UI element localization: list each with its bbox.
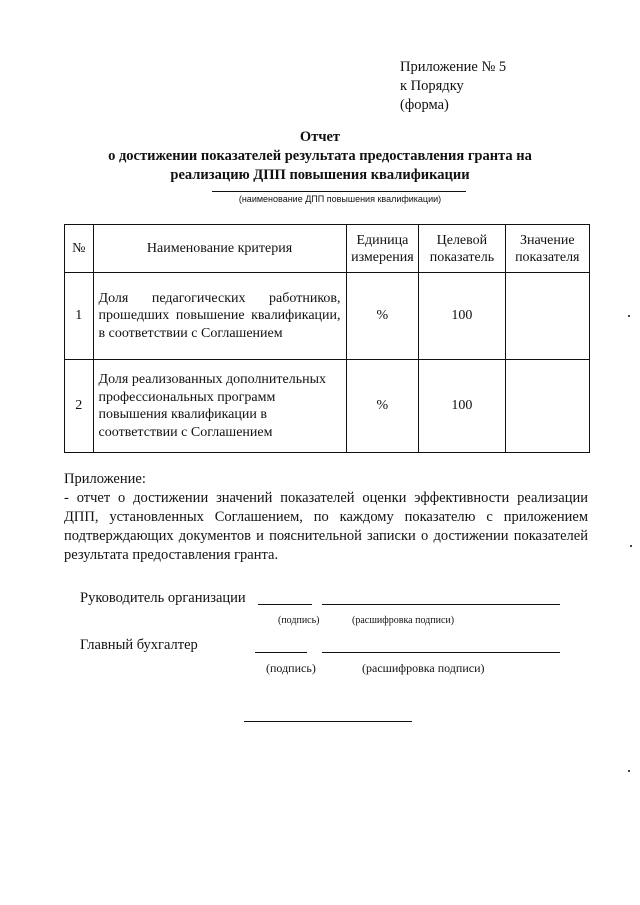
row-value-cell[interactable] bbox=[505, 273, 589, 360]
row-target: 100 bbox=[419, 273, 505, 360]
appendix-form: (форма) bbox=[400, 97, 449, 113]
scan-speck bbox=[630, 545, 632, 547]
accountant-decryption-line[interactable] bbox=[322, 652, 560, 653]
scan-speck bbox=[628, 315, 630, 317]
accountant-decryption-caption: (расшифровка подписи) bbox=[362, 661, 485, 675]
attachment-note bbox=[64, 470, 588, 565]
title-subline-2: реализацию ДПП повышения квалификации bbox=[170, 167, 470, 183]
accountant-signature-caption: (подпись) bbox=[266, 661, 316, 675]
report-title bbox=[40, 128, 600, 185]
closing-line bbox=[244, 721, 412, 722]
title-word: Отчет bbox=[299, 129, 341, 145]
head-signature-caption: (подпись) bbox=[278, 615, 320, 626]
table-row bbox=[65, 360, 590, 453]
row-number: 1 bbox=[65, 273, 94, 360]
criteria-table bbox=[64, 224, 590, 453]
scan-speck bbox=[628, 770, 630, 772]
appendix-order: к Порядку bbox=[400, 78, 464, 94]
header-unit: Единица измерения bbox=[346, 225, 419, 273]
row-criterion-text: Доля реализованных дополнительных профессиональных программ повышения квалификации в соответствии с Соглашением bbox=[98, 372, 327, 440]
row-criterion-name bbox=[93, 273, 346, 360]
head-decryption-caption: (расшифровка подписи) bbox=[352, 615, 455, 626]
row-value-cell[interactable] bbox=[505, 360, 589, 453]
attachment-text: - отчет о достижении значений показателей оценки эффективности реализации ДПП, установленных Соглашением, по каждому показателю с приложением подтверждающих документов и пояснительной записки о достижении показателей результата предоставления гранта. bbox=[64, 490, 588, 563]
row-unit: % bbox=[346, 360, 419, 453]
header-number: № bbox=[65, 225, 94, 273]
head-label: Руководитель организации bbox=[80, 590, 246, 606]
accountant-signature-line[interactable] bbox=[255, 652, 307, 653]
header-criterion-name: Наименование критерия bbox=[93, 225, 346, 273]
row-unit: % bbox=[346, 273, 419, 360]
row-criterion-name bbox=[93, 360, 346, 453]
row-target: 100 bbox=[419, 360, 505, 453]
header-target: Целевой показатель bbox=[419, 225, 505, 273]
program-name-caption: (наименование ДПП повышения квалификации) bbox=[238, 194, 442, 204]
header-value: Значение показателя bbox=[505, 225, 589, 273]
head-signature-line[interactable] bbox=[258, 604, 312, 605]
program-name-line[interactable] bbox=[212, 191, 466, 192]
title-subline-1: о достижении показателей результата предоставления гранта на bbox=[108, 148, 532, 164]
table-row bbox=[65, 273, 590, 360]
accountant-label: Главный бухгалтер bbox=[80, 637, 198, 653]
appendix-number: Приложение № 5 bbox=[400, 59, 507, 75]
row-number: 2 bbox=[65, 360, 94, 453]
head-decryption-line[interactable] bbox=[322, 604, 560, 605]
table-header-row bbox=[65, 225, 590, 273]
attachment-heading: Приложение: bbox=[64, 471, 146, 487]
row-criterion-text: Доля педагогических работников, прошедших повышение квалификации, в соответствии с Соглашением bbox=[98, 290, 341, 341]
appendix-reference bbox=[400, 58, 506, 115]
